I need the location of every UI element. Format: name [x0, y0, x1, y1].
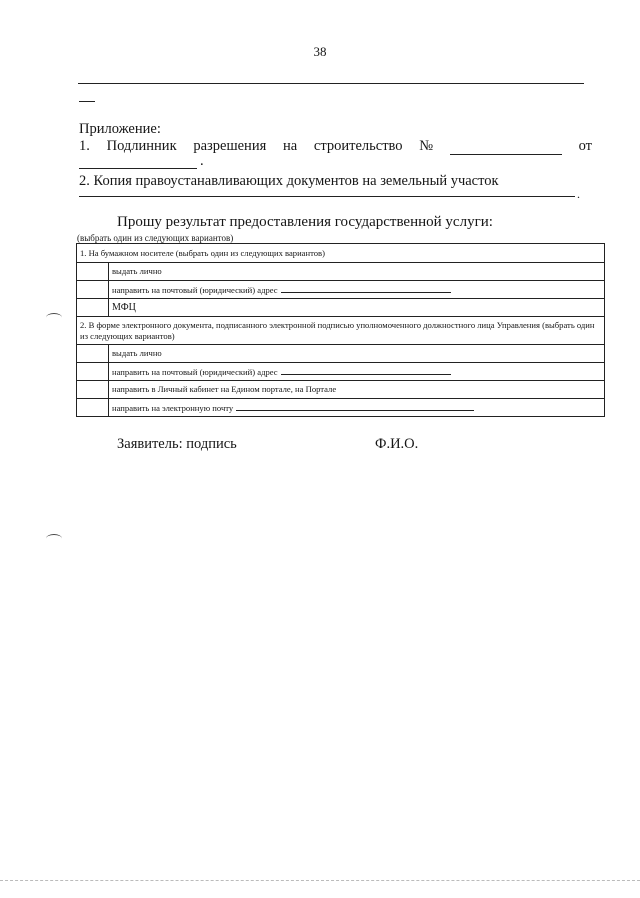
- appendix-item-1-word: №: [419, 138, 434, 154]
- option-row[interactable]: [77, 363, 605, 381]
- option-row[interactable]: [77, 263, 605, 281]
- option-row[interactable]: [77, 299, 605, 317]
- section-header: 2. В форме электронного документа, подписанного электронной подписью уполномоченного должностного лица Управления (выбрать один из следующих вариантов): [77, 317, 605, 345]
- option-row[interactable]: [77, 399, 605, 417]
- top-fill-line[interactable]: [78, 83, 584, 84]
- section-header-row: [77, 317, 605, 345]
- option-checkbox[interactable]: [77, 345, 109, 363]
- appendix-item-1-number: 1.: [79, 138, 90, 154]
- appendix-item-1-word: строительство: [313, 138, 403, 154]
- option-label: направить в Личный кабинет на Едином портале, на Портале: [112, 384, 337, 394]
- land-documents-field[interactable]: [79, 196, 575, 197]
- option-checkbox[interactable]: [77, 281, 109, 299]
- section-header-row: [77, 244, 605, 263]
- appendix-item-1-suffix: от: [578, 138, 592, 154]
- appendix-item-2: 2. Копия правоустанавливающих документов на земельный участок: [79, 173, 499, 189]
- choose-note: (выбрать один из следующих вариантов): [77, 233, 234, 243]
- option-label: выдать лично: [112, 348, 162, 358]
- option-checkbox[interactable]: [77, 299, 109, 317]
- option-row[interactable]: [77, 345, 605, 363]
- address-field[interactable]: [281, 365, 451, 375]
- appendix-item-1-word: разрешения: [193, 138, 267, 154]
- permit-number-field[interactable]: [450, 140, 562, 155]
- address-field[interactable]: [281, 283, 451, 293]
- fio-label: Ф.И.О.: [375, 436, 419, 452]
- appendix-item-1-word: Подлинник: [106, 138, 177, 154]
- appendix-item-1: [79, 138, 592, 155]
- option-label: направить на почтовый (юридический) адрес: [112, 367, 278, 377]
- applicant-signature-label: Заявитель: подпись: [117, 436, 237, 452]
- option-label: направить на электронную почту: [112, 403, 234, 413]
- option-checkbox[interactable]: [77, 381, 109, 399]
- page-number: 38: [313, 44, 327, 59]
- section-header: 1. На бумажном носителе (выбрать один из следующих вариантов): [77, 244, 605, 263]
- appendix-item-2-end: .: [577, 187, 580, 201]
- margin-mark: [46, 313, 62, 322]
- option-label: выдать лично: [112, 266, 162, 276]
- option-row[interactable]: [77, 381, 605, 399]
- option-checkbox[interactable]: [77, 263, 109, 281]
- appendix-item-1-end: .: [200, 153, 204, 169]
- option-checkbox[interactable]: [77, 399, 109, 417]
- option-row[interactable]: [77, 281, 605, 299]
- email-field[interactable]: [236, 401, 474, 411]
- request-title: Прошу результат предоставления государственной услуги:: [117, 214, 493, 230]
- dash-mark: [79, 101, 95, 102]
- margin-mark: [46, 534, 62, 543]
- appendix-item-1-word: на: [282, 138, 298, 154]
- scan-edge: [0, 880, 640, 881]
- option-checkbox[interactable]: [77, 363, 109, 381]
- delivery-options-table: [76, 243, 605, 417]
- appendix-title: Приложение:: [79, 121, 161, 137]
- permit-date-field[interactable]: [79, 160, 197, 169]
- option-label: направить на почтовый (юридический) адрес: [112, 285, 278, 295]
- option-label: МФЦ: [112, 302, 136, 313]
